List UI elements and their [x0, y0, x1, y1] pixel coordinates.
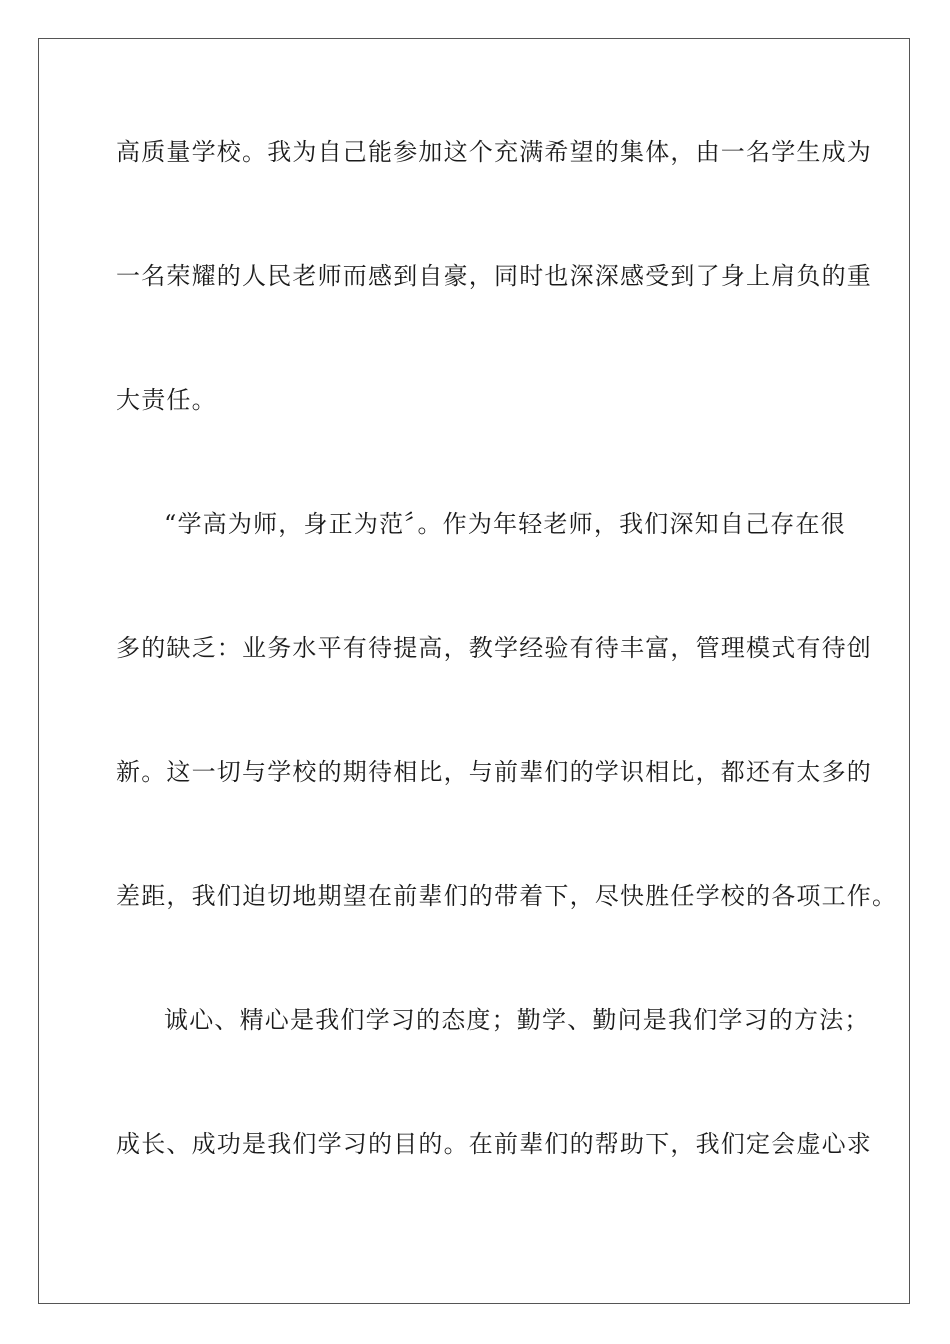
paragraph-line-3: 大责任。: [116, 386, 217, 414]
paragraph-line-6: 新。这一切与学校的期待相比，与前辈们的学识相比，都还有太多的: [116, 758, 872, 786]
paragraph-line-1: 高质量学校。我为自己能参加这个充满希望的集体，由一名学生成为: [116, 138, 872, 166]
paragraph-line-9: 成长、成功是我们学习的目的。在前辈们的帮助下，我们定会虚心求: [116, 1130, 872, 1158]
paragraph-line-4: “学高为师，身正为范〞。作为年轻老师，我们深知自己存在很: [164, 510, 846, 538]
paragraph-line-2: 一名荣耀的人民老师而感到自豪，同时也深深感受到了身上肩负的重: [116, 262, 872, 290]
page-border: [38, 38, 910, 1304]
paragraph-line-8: 诚心、精心是我们学习的态度；勤学、勤问是我们学习的方法；: [164, 1006, 870, 1034]
paragraph-line-5: 多的缺乏：业务水平有待提高，教学经验有待丰富，管理模式有待创: [116, 634, 872, 662]
paragraph-line-7: 差距，我们迫切地期望在前辈们的带着下，尽快胜任学校的各项工作。: [116, 882, 898, 910]
